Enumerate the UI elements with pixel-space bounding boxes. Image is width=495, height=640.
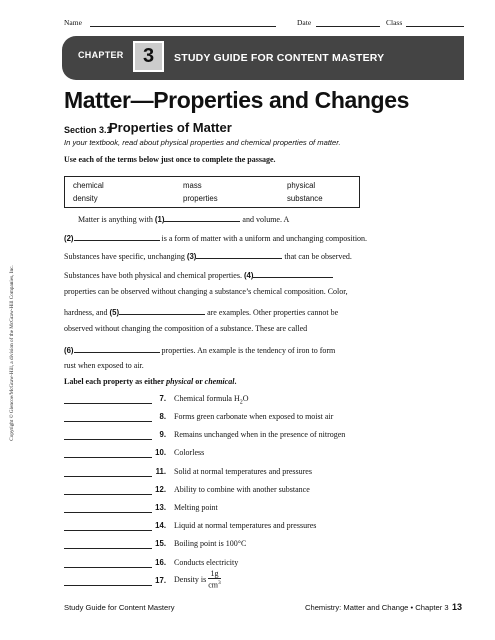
blank-number: (6) [64, 346, 74, 355]
answer-blank[interactable] [64, 548, 152, 549]
item-number: 11. [155, 467, 166, 476]
term: properties [183, 194, 218, 203]
item-text: Chemical formula $H_2O$ [174, 394, 249, 406]
item-text: Melting point [174, 503, 218, 512]
section-name: Properties of Matter [109, 120, 232, 135]
passage-line: (2) is a form of matter with a uniform and unchanging composition. [64, 231, 367, 243]
item-text: Colorless [174, 448, 205, 457]
answer-blank[interactable] [74, 231, 160, 241]
density-fraction [208, 569, 221, 590]
label-instruction: Label each property as either physical or chemical. [64, 377, 237, 386]
item-number: 16. [155, 558, 166, 567]
passage-line: observed without changing the composition of a substance. These are called [64, 324, 308, 333]
answer-blank[interactable] [64, 421, 152, 422]
answer-blank[interactable] [119, 305, 205, 315]
passage-line: Matter is anything with (1) and volume. A [64, 212, 289, 224]
fraction-denominator: $cm^3$ [208, 580, 221, 590]
term: mass [183, 181, 202, 190]
footer-left: Study Guide for Content Mastery [64, 603, 175, 612]
class-line[interactable] [406, 26, 464, 27]
date-label: Date [297, 18, 312, 27]
date-line[interactable] [316, 26, 380, 27]
item-text-label: Density is [174, 574, 209, 584]
passage-line: rust when exposed to air. [64, 361, 144, 370]
passage-line: Substances have both physical and chemical properties. (4) [64, 268, 333, 280]
blank-number: (3) [186, 252, 197, 261]
answer-blank[interactable] [64, 585, 152, 586]
item-text: Solid at normal temperatures and pressures [174, 467, 312, 476]
item-number: 14. [155, 521, 166, 530]
name-label: Name [64, 18, 82, 27]
term: substance [287, 194, 323, 203]
chapter-label: CHAPTER [78, 50, 124, 60]
term: chemical [73, 181, 104, 190]
item-number: 13. [155, 503, 166, 512]
item-text: Remains unchanged when in the presence of nitrogen [174, 430, 346, 439]
copyright-notice: Copyright © Glencoe/McGraw-Hill, a division of the McGraw-Hill Companies, Inc. [9, 265, 15, 441]
answer-blank[interactable] [196, 249, 282, 259]
chapter-number: 3 [133, 41, 164, 72]
page-number: 13 [452, 602, 463, 612]
answer-blank[interactable] [64, 567, 152, 568]
item-text: Liquid at normal temperatures and pressures [174, 521, 317, 530]
passage-line: (6) properties. An example is the tendency of iron to form [64, 343, 335, 355]
passage-line: Substances have specific, unchanging (3) that can be observed. [64, 249, 352, 261]
passage-line: properties can be observed without changing a substance’s chemical composition. Color, [64, 287, 348, 296]
answer-blank[interactable] [64, 530, 152, 531]
item-text [174, 569, 221, 590]
answer-blank[interactable] [64, 439, 152, 440]
item-text: Ability to combine with another substance [174, 485, 310, 494]
blank-number: (5) [109, 308, 120, 317]
item-number: 15. [155, 539, 166, 548]
item-number: 9. [159, 430, 166, 439]
answer-blank[interactable] [253, 268, 333, 278]
answer-blank[interactable] [64, 512, 152, 513]
footer-right: Chemistry: Matter and Change • Chapter 3 [305, 603, 449, 612]
blank-number: (1) [154, 215, 165, 224]
item-number: 12. [155, 485, 166, 494]
name-date-class-header [64, 18, 464, 32]
page-title: Matter—Properties and Changes [64, 87, 409, 113]
answer-blank[interactable] [64, 457, 152, 458]
class-label: Class [386, 18, 403, 27]
item-text: Boiling point is 100°C [174, 539, 247, 548]
name-line[interactable] [90, 26, 276, 27]
section-instruction: In your textbook, read about physical properties and chemical properties of matter. [64, 138, 341, 147]
term: density [73, 194, 98, 203]
blank-number: (2) [64, 234, 74, 243]
answer-blank[interactable] [164, 212, 240, 222]
item-number: 8. [159, 412, 166, 421]
answer-blank[interactable] [74, 343, 160, 353]
term-box [64, 176, 360, 208]
guide-title: STUDY GUIDE FOR CONTENT MASTERY [174, 52, 385, 64]
item-number: 10. [155, 448, 166, 457]
passage-line: hardness, and (5) are examples. Other properties cannot be [64, 305, 338, 317]
answer-blank[interactable] [64, 476, 152, 477]
answer-blank[interactable] [64, 494, 152, 495]
section-number: Section 3.1 [64, 125, 112, 135]
item-number: 17. [155, 576, 166, 585]
item-text: Conducts electricity [174, 558, 239, 567]
blank-number: (4) [243, 271, 254, 280]
answer-blank[interactable] [64, 403, 152, 404]
item-text: Forms green carbonate when exposed to moist air [174, 412, 334, 421]
term: physical [287, 181, 316, 190]
fraction-numerator: 1g [208, 569, 221, 579]
item-number: 7. [159, 394, 166, 403]
terms-instruction: Use each of the terms below just once to complete the passage. [64, 155, 276, 164]
